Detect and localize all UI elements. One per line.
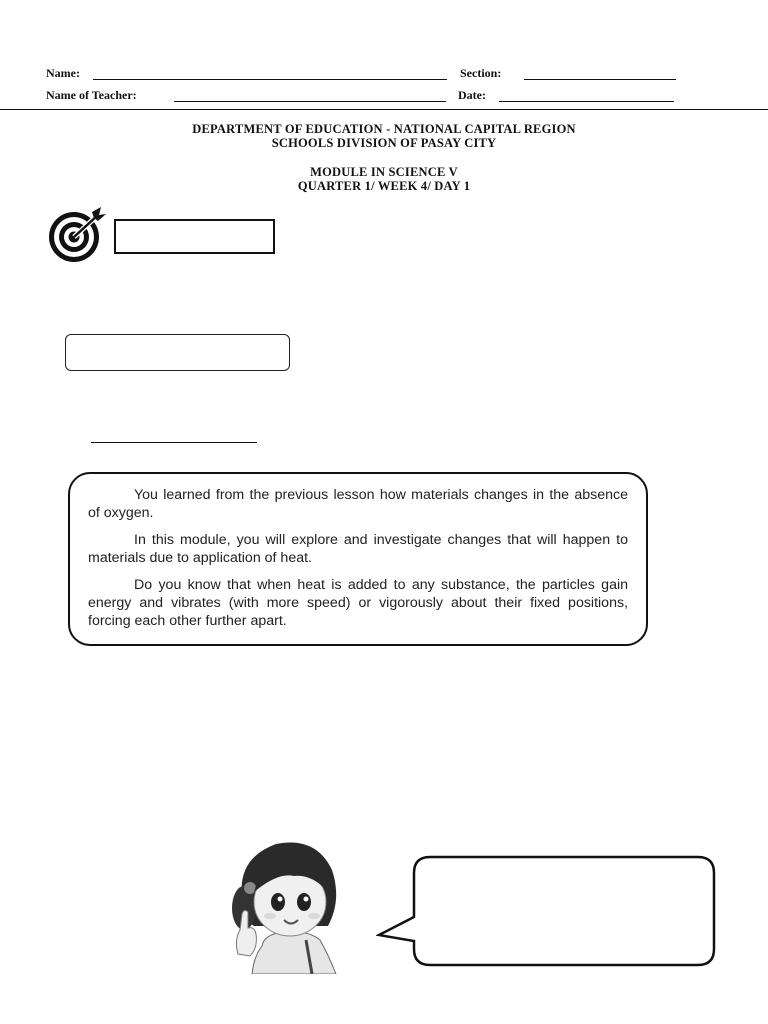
division-title: SCHOOLS DIVISION OF PASAY CITY <box>271 136 497 150</box>
quarter-week-day: QUARTER 1/ WEEK 4/ DAY 1 <box>297 179 471 193</box>
section-row <box>460 66 501 81</box>
target-icon <box>46 206 108 262</box>
header-divider <box>0 109 768 110</box>
name-row <box>46 66 80 81</box>
speech-bubble <box>376 855 718 967</box>
girl-pointing-illustration <box>224 830 354 974</box>
date-field[interactable] <box>499 89 674 102</box>
rounded-label-box <box>65 334 290 371</box>
module-title: MODULE IN SCIENCE V <box>310 165 458 179</box>
intro-paragraph: In this module, you will explore and investigate changes that will happen to materials due to application of heat. <box>88 532 628 566</box>
department-title: DEPARTMENT OF EDUCATION - NATIONAL CAPITAL REGION <box>192 122 576 136</box>
objective-heading-box <box>114 219 275 254</box>
intro-panel <box>68 472 648 646</box>
section-label: Section: <box>460 66 502 80</box>
section-field[interactable] <box>524 67 676 80</box>
teacher-field[interactable] <box>174 89 446 102</box>
teacher-label: Name of Teacher: <box>46 88 137 102</box>
name-field[interactable] <box>93 67 447 80</box>
teacher-row <box>46 88 137 103</box>
intro-paragraph: Do you know that when heat is added to any substance, the particles gain energy and vibrates (with more speed) or vigorously about their fixed positions, forcing each other further apart. <box>88 577 628 629</box>
date-row <box>458 88 486 103</box>
name-label: Name: <box>46 66 80 80</box>
date-label: Date: <box>458 88 486 102</box>
blank-underline <box>91 442 257 443</box>
intro-paragraph: You learned from the previous lesson how materials changes in the absence of oxygen. <box>88 487 628 521</box>
